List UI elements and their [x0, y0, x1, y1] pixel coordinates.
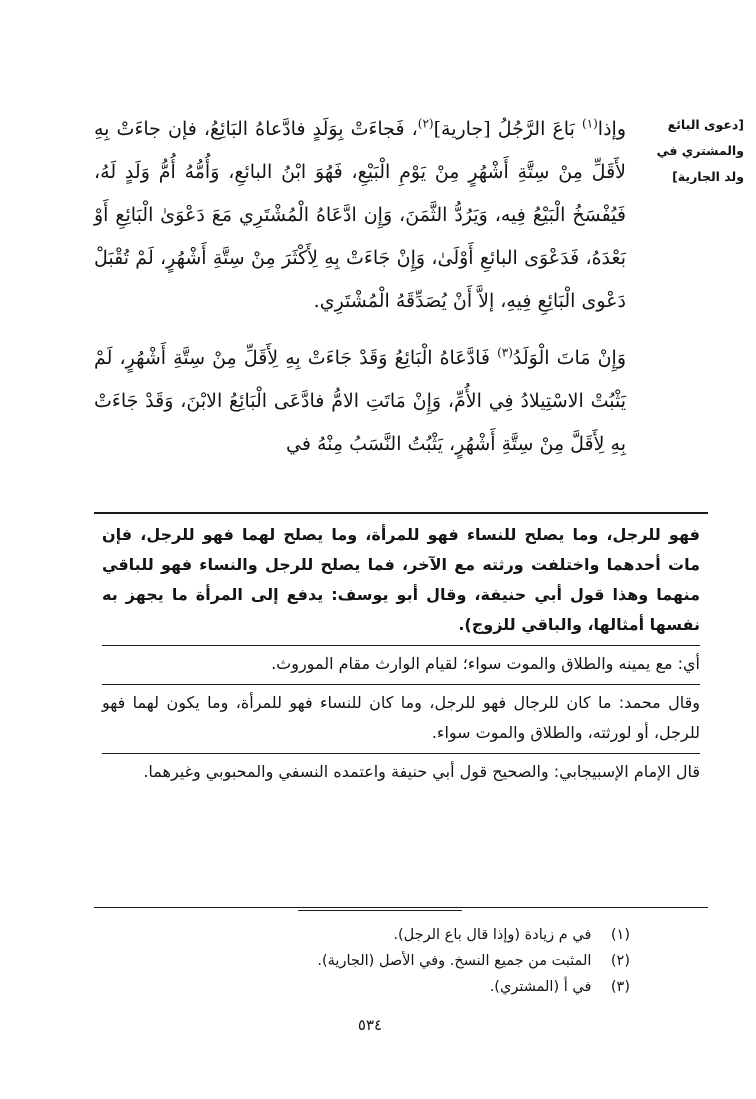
margin-heading-line: [دعوى البائع — [667, 117, 744, 132]
commentary-block-3: وقال محمد: ما كان للرجال فهو للرجل، وما كان للنساء فهو للمرأة، وما يكون لهما فهو للرجل، أو لورثته، والطلاق والموت سواء. — [102, 684, 700, 748]
footnote-3 — [100, 974, 630, 1000]
footnote-number: (٣) — [610, 979, 630, 995]
commentary-block-4: قال الإمام الإسبيجابي: والصحيح قول أبي حنيفة واعتمده النسفي والمحبوبي وغيرهما. — [102, 753, 700, 787]
margin-heading-line: ولد الجارية] — [672, 169, 744, 184]
footnote-2 — [100, 948, 630, 974]
footnote-1 — [100, 922, 630, 948]
main-text-segment: وإذا — [597, 118, 626, 140]
commentary-block-1: فهو للرجل، وما يصلح للنساء فهو للمرأة، وما يصلح لهما فهو للرجل، فإن مات أحدهما واختلفت ورثته مع الآخر، فما يصلح للرجل والنساء فهو للباقي منهما وهذا قول أبي حنيفة، وقال أبو يوسف: يدفع إلى المرأة ما يجهز به نفسها أمثالها، والباقي للزوج). — [102, 525, 700, 634]
main-text-segment: بَاعَ الرَّجُلُ [جارية] — [433, 118, 582, 140]
footnote-separator — [298, 910, 462, 911]
footnote-number: (١) — [610, 927, 630, 943]
footnote-text: المثبت من جميع النسخ. وفي الأصل (الجارية). — [317, 953, 592, 969]
main-paragraph-2 — [94, 337, 626, 466]
main-text-segment: فَادَّعَاهُ الْبَائِعُ وَقَدْ جَاءَتْ بِهِ لِأَقَلِّ مِنْ سِتَّةِ أَشْهُرٍ، لَمْ يَثْبُتْ الاسْتِيلادُ فِي الأُمِّ، وَإِنْ مَاتَتِ الامُّ فادَّعَى الْبَائِعُ الابْنَ، وَقَدْ جَاءَتْ بِهِ لِأَقَلَّ مِنْ سِتَّةِ أَشْهُرٍ، يَثْبُتُ النَّسَبُ مِنْهُ في — [94, 347, 626, 455]
page-number: ٥٣٤ — [357, 1016, 383, 1034]
main-text-segment: وَإِنْ مَاتَ الْوَلَدُ — [512, 347, 626, 369]
footnote-text: في م زيادة (وإذا قال باع الرجل). — [393, 927, 592, 943]
footnote-ref-1: (١) — [581, 116, 598, 131]
commentary-block-2: أي: مع يمينه والطلاق والموت سواء؛ لقيام الوارث مقام الموروث. — [102, 645, 700, 679]
footnotes — [100, 922, 630, 1000]
footnote-ref-3: (٣) — [497, 345, 513, 360]
commentary-box — [94, 512, 708, 908]
footnote-number: (٢) — [610, 953, 630, 969]
main-text — [94, 108, 626, 466]
main-paragraph-1 — [94, 108, 626, 323]
margin-heading-line: والمشتري في — [656, 143, 744, 158]
margin-heading — [640, 112, 744, 190]
main-text-segment: ، فَجاءَتْ بِوَلَدٍ فادَّعاهُ البَائِعُ، فإن جاءَتْ بِهِ لأَقَلِّ مِنْ سِتَّةِ أَشْهُرٍ مِنْ يَوْمِ الْبَيْعِ، فَهُوَ ابْنُ البائعِ، وَأُمُّهُ أُمُّ وَلَدٍ لَهُ، فَيُفْسَخُ الْبَيْعُ فِيه، وَيَرُدُّ الثَّمَنَ، وَإِن ادَّعَاهُ الْمُشْتَرِي مَعَ دَعْوَىٰ الْبَائِعِ أَوْ بَعْدَهُ، فَدَعْوَى البائعِ أَوْلَىٰ، وَإِنْ جَاءَتْ بِهِ لِأَكْثَرَ مِنْ سِتَّةِ أَشْهُرٍ، لَمْ تُقْبَلْ دَعْوى الْبَائِعِ فِيهِ، إلاَّ أَنْ يُصَدِّقَهُ الْمُشْتَرِي. — [94, 118, 626, 312]
footnote-text: في أ (المشتري). — [489, 979, 592, 995]
footnote-ref-2: (٢) — [417, 116, 434, 131]
